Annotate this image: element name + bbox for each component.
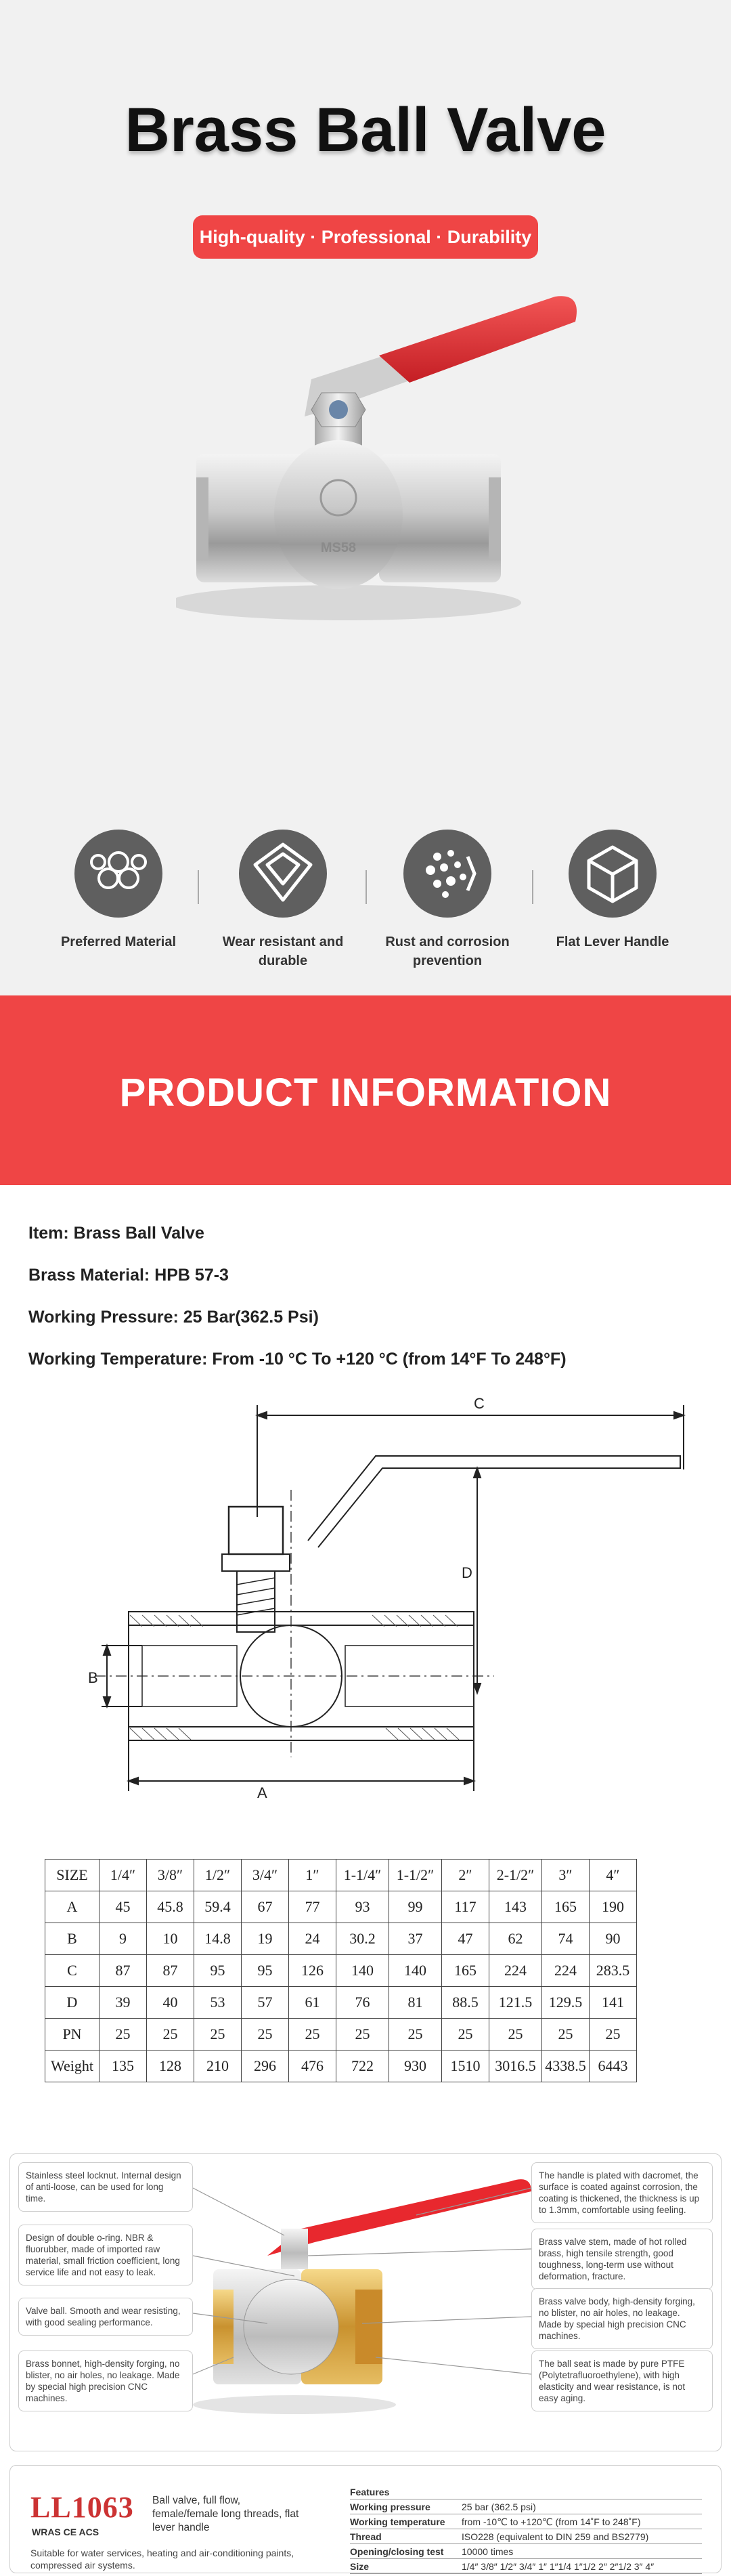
feature-item [205,830,361,970]
table-cell: 25 [542,2019,590,2051]
table-cell: 25 [489,2019,542,2051]
table-cell: 25 [442,2019,489,2051]
note-body: Brass valve body, high-density forging, no blister, no air holes, no leakage. Made by special high precision CNC machines. [531,2288,713,2349]
product-info-list [28,1212,705,1380]
table-cell: 25 [590,2019,637,2051]
table-cell: 3/4″ [242,1860,289,1891]
table-cell: 39 [99,1987,147,2019]
spec-value: 25 bar (362.5 psi) [462,2502,536,2512]
spec-row [350,2514,702,2529]
diamond-icon [239,830,327,918]
table-cell: 45.8 [147,1891,194,1923]
table-cell: 81 [389,1987,442,2019]
table-cell: 25 [194,2019,242,2051]
table-cell: 224 [489,1955,542,1987]
spec-row [350,2544,702,2559]
note-handle: The handle is plated with dacromet, the surface is coated against corrosion, the coating is thickened, the thickness is up to 1.3mm, comfortable using feeling. [531,2162,713,2223]
shield-dots-icon [403,830,491,918]
table-cell: 93 [336,1891,389,1923]
table-cell: 53 [194,1987,242,2019]
table-cell: 87 [147,1955,194,1987]
feature-icons-row [41,830,690,985]
spec-key: Working temperature [350,2516,445,2527]
rods-icon [74,830,162,918]
valve-product-image [176,291,717,643]
table-cell: 25 [147,2019,194,2051]
feature-label: Rust and corrosion prevention [385,935,510,968]
note-seat: The ball seat is made by pure PTFE (Polytetrafluoroethylene), with high elasticity and wear resistance, is not easy aging. [531,2350,713,2411]
info-item: Brass Material: HPB 57-3 [28,1266,229,1285]
table-cell: 30.2 [336,1923,389,1955]
table-cell: 14.8 [194,1923,242,1955]
table-cell: D [45,1987,99,2019]
table-cell: 140 [336,1955,389,1987]
tagline-badge: High-quality · Professional · Durability [193,215,538,259]
table-cell: 1510 [442,2051,489,2082]
table-row [45,2019,637,2051]
cutaway-panel [9,2153,722,2451]
table-cell: 143 [489,1891,542,1923]
spec-key: Size [350,2561,370,2572]
table-cell: 77 [289,1891,336,1923]
dim-label-a: A [257,1784,267,1801]
feature-label: Wear resistant and durable [222,935,344,968]
spec-row [350,2499,702,2514]
cube-icon [569,830,657,918]
table-cell: 283.5 [590,1955,637,1987]
table-row [45,1891,637,1923]
table-row [45,2051,637,2082]
table-cell: 129.5 [542,1987,590,2019]
table-cell: 25 [289,2019,336,2051]
feature-item [535,830,690,951]
spec-value: 1/4″ 3/8″ 1/2″ 3/4″ 1″ 1″1/4 1″1/2 2″ 2″1/2 3″ 4″ [462,2561,655,2572]
table-cell: 210 [194,2051,242,2082]
table-cell: PN [45,2019,99,2051]
table-row [45,1987,637,2019]
table-row [45,1955,637,1987]
table-cell: 67 [242,1891,289,1923]
table-cell: 45 [99,1891,147,1923]
note-oring: Design of double o-ring. NBR & fluorubber, made of imported raw material, small friction coefficient, long service life and not easy to leak. [18,2225,193,2285]
table-cell: 88.5 [442,1987,489,2019]
model-number: LL1063 [30,2491,134,2524]
table-cell: 62 [489,1923,542,1955]
table-cell: 296 [242,2051,289,2082]
feature-label: Preferred Material [60,935,177,949]
table-cell: 76 [336,1987,389,2019]
info-item: Working Temperature: From -10 °C To +120 °C (from 14°F To 248°F) [28,1350,567,1369]
cert-marks: WRAS CE ACS [32,2527,99,2537]
table-row [45,1923,637,1955]
table-cell: 2″ [442,1860,489,1891]
spec-key: Working pressure [350,2502,430,2512]
table-cell: 95 [242,1955,289,1987]
table-cell: 19 [242,1923,289,1955]
usage-note: Suitable for water services, heating and air-conditioning paints, compressed air systems. [30,2548,294,2571]
table-cell: 140 [389,1955,442,1987]
table-cell: 190 [590,1891,637,1923]
info-item: Working Pressure: 25 Bar(362.5 Psi) [28,1308,319,1327]
dim-label-b: B [88,1669,98,1686]
table-cell: 117 [442,1891,489,1923]
table-cell: 476 [289,2051,336,2082]
table-cell: 9 [99,1923,147,1955]
table-cell: 3″ [542,1860,590,1891]
table-cell: 25 [336,2019,389,2051]
table-cell: 99 [389,1891,442,1923]
table-cell: 165 [542,1891,590,1923]
table-cell: 40 [147,1987,194,2019]
svg-text:MS58: MS58 [320,540,357,555]
table-cell: 90 [590,1923,637,1955]
section-title: PRODUCT INFORMATION [119,1071,612,1115]
table-cell: 4″ [590,1860,637,1891]
table-cell: 25 [242,2019,289,2051]
table-cell: 126 [289,1955,336,1987]
technical-drawing [74,1388,724,1822]
table-cell: 1/2″ [194,1860,242,1891]
spec-row [350,2529,702,2544]
table-cell: 930 [389,2051,442,2082]
feature-label: Flat Lever Handle [556,935,669,949]
table-cell: 95 [194,1955,242,1987]
feature-item [370,830,525,970]
table-cell: 722 [336,2051,389,2082]
table-cell: 47 [442,1923,489,1955]
table-cell: 37 [389,1923,442,1955]
table-cell: 87 [99,1955,147,1987]
table-cell: 2-1/2″ [489,1860,542,1891]
table-cell: 74 [542,1923,590,1955]
table-cell: 3016.5 [489,2051,542,2082]
table-cell: 24 [289,1923,336,1955]
product-info-banner [0,995,731,1185]
table-cell: 165 [442,1955,489,1987]
table-cell: 141 [590,1987,637,2019]
note-locknut: Stainless steel locknut. Internal design of anti-loose, can be used for long time. [18,2162,193,2212]
table-cell: A [45,1891,99,1923]
table-cell: 135 [99,2051,147,2082]
table-cell: 121.5 [489,1987,542,2019]
table-cell: 224 [542,1955,590,1987]
table-cell: 10 [147,1923,194,1955]
dim-label-d: D [462,1564,472,1581]
spec-card [9,2465,722,2573]
table-cell: 61 [289,1987,336,2019]
note-stem: Brass valve stem, made of hot rolled brass, high tensile strength, good toughness, long-term use without deformation, fracture. [531,2229,713,2290]
spec-value: from -10℃ to +120℃ (from 14˚F to 248˚F) [462,2516,641,2527]
spec-key: Opening/closing test [350,2546,444,2557]
spec-row [350,2559,702,2574]
table-cell: 1″ [289,1860,336,1891]
table-cell: Weight [45,2051,99,2082]
table-cell: C [45,1955,99,1987]
spec-value: ISO228 (equivalent to DIN 259 and BS2779) [462,2531,649,2542]
hero-section [0,0,731,995]
table-cell: 57 [242,1987,289,2019]
table-header-row [45,1860,637,1891]
info-item: Item: Brass Ball Valve [28,1224,204,1243]
table-cell: 59.4 [194,1891,242,1923]
table-cell: 6443 [590,2051,637,2082]
table-cell: 3/8″ [147,1860,194,1891]
note-ball: Valve ball. Smooth and wear resisting, with good sealing performance. [18,2298,193,2336]
table-cell: 4338.5 [542,2051,590,2082]
table-cell: B [45,1923,99,1955]
table-cell: 25 [99,2019,147,2051]
spec-value: 10000 times [462,2546,514,2557]
page-title: Brass Ball Valve [125,95,606,165]
features-spec-list [350,2485,702,2574]
table-cell: 128 [147,2051,194,2082]
model-description: Ball valve, full flow, female/female long threads, flat lever handle [152,2495,299,2533]
table-cell: 1-1/2″ [389,1860,442,1891]
table-cell: 25 [389,2019,442,2051]
table-cell: 1-1/4″ [336,1860,389,1891]
table-cell: 1/4″ [99,1860,147,1891]
note-bonnet: Brass bonnet, high-density forging, no blister, no air holes, no leakage. Made by special high precision CNC machines. [18,2350,193,2411]
size-table [45,1859,637,2082]
spec-key: Thread [350,2531,382,2542]
features-heading: Features [350,2485,702,2499]
dim-label-c: C [474,1395,485,1412]
table-cell: SIZE [45,1860,99,1891]
feature-item [41,830,196,951]
